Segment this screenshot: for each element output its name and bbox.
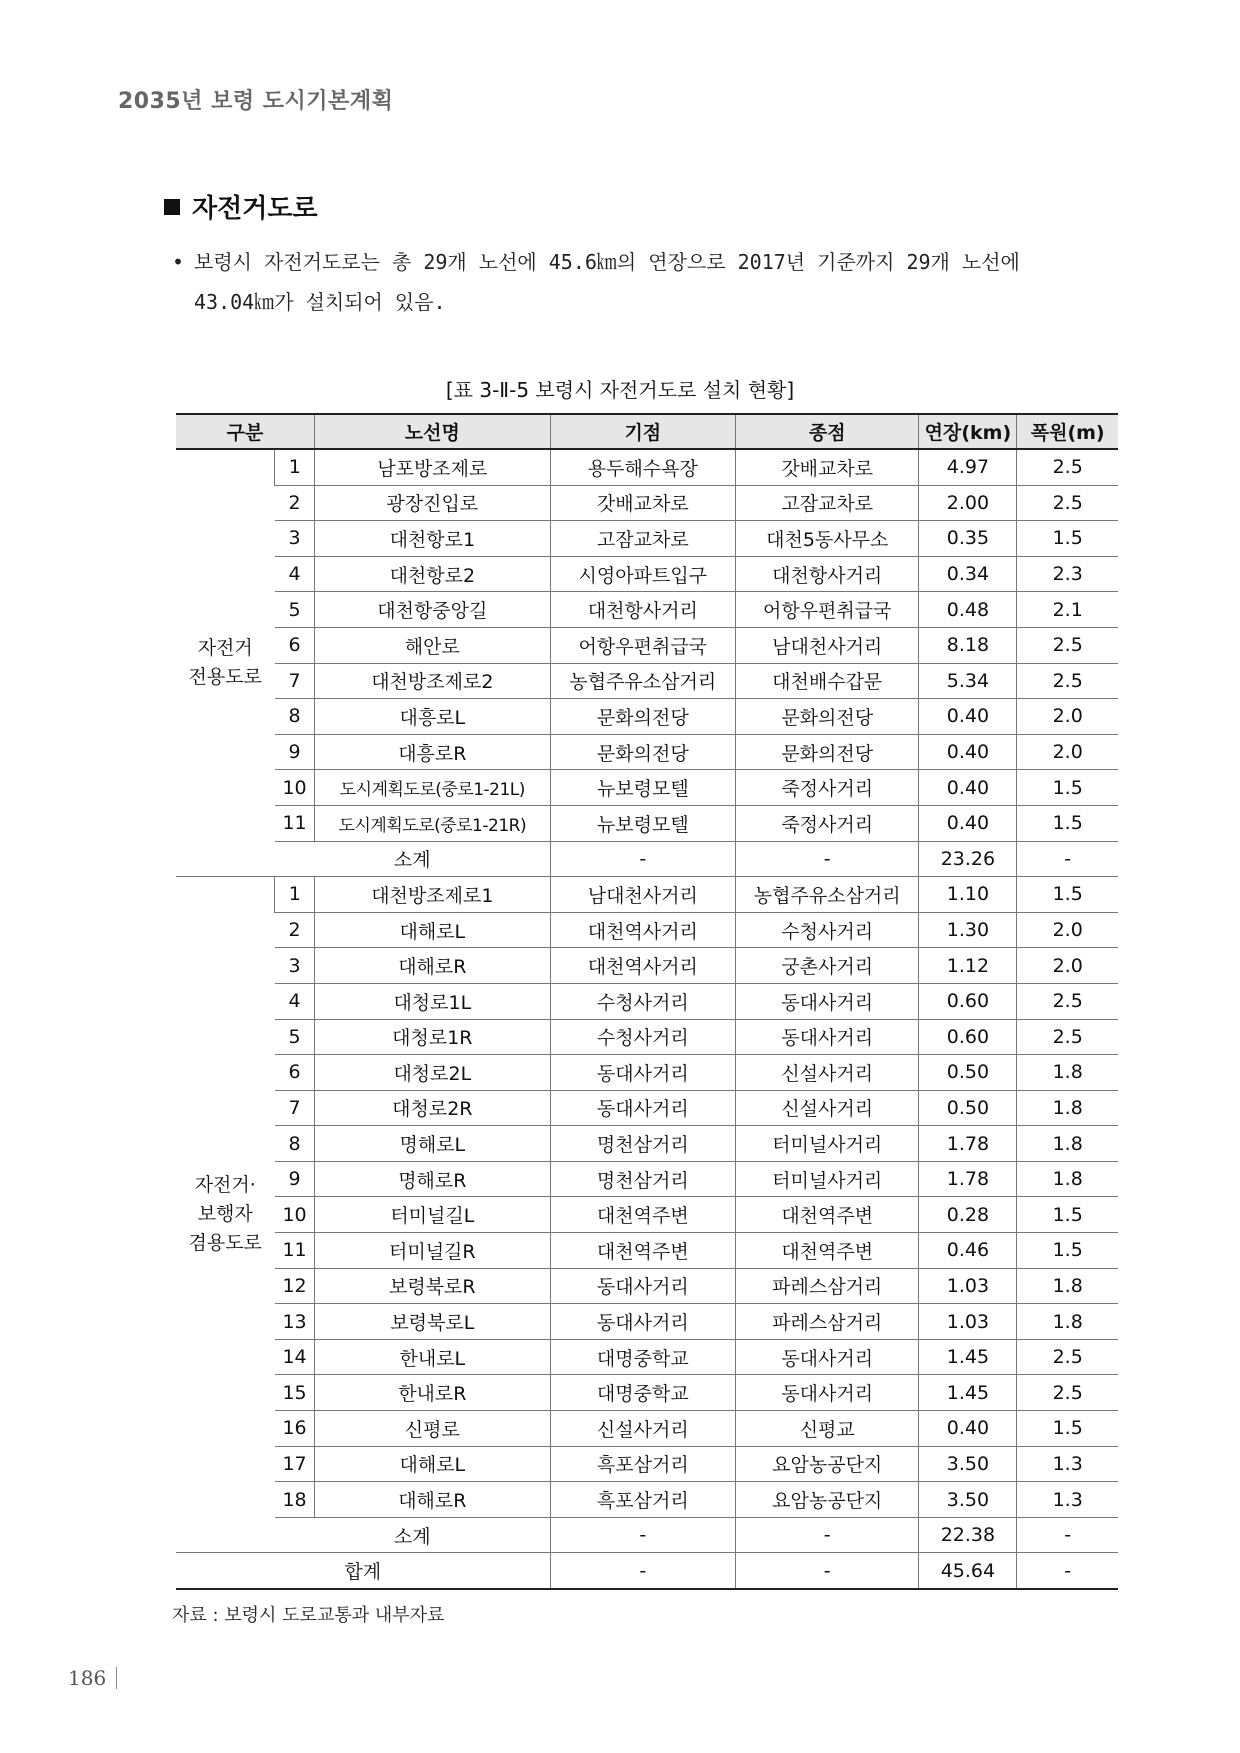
cell-route: 대천항중앙길 (315, 592, 550, 628)
cell-end: 갓배교차로 (736, 449, 919, 485)
cell-end: 신설사거리 (736, 1055, 919, 1091)
cell-end: 대천역주변 (736, 1233, 919, 1269)
cell-route: 신평로 (315, 1411, 550, 1447)
group-label (176, 877, 275, 1553)
cell-route: 도시계획도로(중로1-21R) (315, 805, 550, 841)
cell-end: 문화의전당 (736, 734, 919, 770)
cell-end: 신평교 (736, 1411, 919, 1447)
cell-end: 고잠교차로 (736, 485, 919, 521)
cell-width: 1.8 (1017, 1126, 1118, 1162)
cell-length: 2.00 (919, 485, 1017, 521)
header-length: 연장(km) (919, 414, 1017, 449)
cell-length: 0.46 (919, 1233, 1017, 1269)
table-row (176, 556, 1118, 592)
group-label (176, 449, 275, 877)
cell-end: 죽정사거리 (736, 805, 919, 841)
total-row (176, 1553, 1118, 1589)
cell-length: 4.97 (919, 449, 1017, 485)
cell-route: 대천방조제로1 (315, 877, 550, 913)
cell-end: 요암농공단지 (736, 1446, 919, 1482)
table-row (176, 1375, 1118, 1411)
cell-start: 동대사거리 (550, 1090, 735, 1126)
cell-start: 갓배교차로 (550, 485, 735, 521)
bullet-line-1 (172, 242, 1132, 282)
cell-length: 0.40 (919, 805, 1017, 841)
subtotal-start: - (550, 1517, 735, 1553)
cell-length: 0.28 (919, 1197, 1017, 1233)
cell-start: 대천역사거리 (550, 912, 735, 948)
subtotal-label: 소계 (275, 1517, 550, 1553)
cell-end: 문화의전당 (736, 699, 919, 735)
cell-width: 1.5 (1017, 1233, 1118, 1269)
cell-start: 대천역주변 (550, 1233, 735, 1269)
cell-route: 도시계획도로(중로1-21L) (315, 770, 550, 806)
cell-end: 동대사거리 (736, 1019, 919, 1055)
cell-width: 2.5 (1017, 485, 1118, 521)
cell-start: 명천삼거리 (550, 1161, 735, 1197)
group-label-line: 자전거· (194, 1174, 256, 1197)
subtotal-end: - (736, 1517, 919, 1553)
cell-end: 대천배수갑문 (736, 663, 919, 699)
total-end: - (736, 1553, 919, 1589)
cell-no: 3 (275, 948, 315, 984)
cell-no: 8 (275, 699, 315, 735)
table-row (176, 1482, 1118, 1518)
cell-length: 0.40 (919, 734, 1017, 770)
cell-route: 대흥로L (315, 699, 550, 735)
cell-no: 9 (275, 734, 315, 770)
cell-end: 동대사거리 (736, 1339, 919, 1375)
table-row (176, 1161, 1118, 1197)
cell-start: 대천역주변 (550, 1197, 735, 1233)
table-row (176, 983, 1118, 1019)
table-row (176, 1446, 1118, 1482)
cell-width: 1.5 (1017, 877, 1118, 913)
bullet-line-2: 43.04㎞가 설치되어 있음. (194, 290, 446, 314)
cell-no: 6 (275, 627, 315, 663)
cell-length: 0.40 (919, 1411, 1017, 1447)
cell-no: 14 (275, 1339, 315, 1375)
cell-end: 남대천사거리 (736, 627, 919, 663)
section-heading (164, 188, 318, 225)
table-row (176, 663, 1118, 699)
cell-no: 12 (275, 1268, 315, 1304)
table-row (176, 449, 1118, 485)
cell-length: 1.10 (919, 877, 1017, 913)
table-row (176, 1411, 1118, 1447)
subtotal-start: - (550, 841, 735, 877)
table-row (176, 770, 1118, 806)
cell-end: 동대사거리 (736, 983, 919, 1019)
cell-end: 대천항사거리 (736, 556, 919, 592)
header-category: 구분 (176, 414, 315, 449)
group-label-line: 보행자 (197, 1203, 253, 1226)
cell-no: 9 (275, 1161, 315, 1197)
cell-width: 1.8 (1017, 1161, 1118, 1197)
cell-route: 터미널길R (315, 1233, 550, 1269)
cell-end: 대천역주변 (736, 1197, 919, 1233)
cell-end: 신설사거리 (736, 1090, 919, 1126)
cell-length: 0.40 (919, 770, 1017, 806)
cell-length: 1.45 (919, 1375, 1017, 1411)
header-width: 폭원(m) (1017, 414, 1118, 449)
cell-route: 한내로L (315, 1339, 550, 1375)
cell-route: 명해로L (315, 1126, 550, 1162)
cell-no: 16 (275, 1411, 315, 1447)
cell-start: 문화의전당 (550, 699, 735, 735)
cell-width: 2.5 (1017, 983, 1118, 1019)
table-row (176, 1126, 1118, 1162)
square-bullet-icon (164, 199, 180, 215)
group-label-line: 자전거 (197, 637, 253, 660)
cell-width: 1.8 (1017, 1090, 1118, 1126)
total-length: 45.64 (919, 1553, 1017, 1589)
cell-no: 2 (275, 485, 315, 521)
cell-width: 2.0 (1017, 699, 1118, 735)
table-row (176, 1090, 1118, 1126)
cell-no: 6 (275, 1055, 315, 1091)
subtotal-width: - (1017, 841, 1118, 877)
cell-length: 0.35 (919, 521, 1017, 557)
table-row (176, 1233, 1118, 1269)
table-row (176, 805, 1118, 841)
cell-length: 5.34 (919, 663, 1017, 699)
total-start: - (550, 1553, 735, 1589)
cell-route: 보령북로L (315, 1304, 550, 1340)
group-label-line: 겸용도로 (188, 1232, 262, 1255)
cell-start: 대천항사거리 (550, 592, 735, 628)
cell-start: 수청사거리 (550, 983, 735, 1019)
table-row (176, 521, 1118, 557)
cell-start: 어항우편취급국 (550, 627, 735, 663)
running-title: 2035년 보령 도시기본계획 (118, 89, 394, 114)
cell-width: 1.8 (1017, 1055, 1118, 1091)
cell-start: 대천역사거리 (550, 948, 735, 984)
cell-length: 3.50 (919, 1482, 1017, 1518)
table-row (176, 734, 1118, 770)
cell-width: 2.0 (1017, 948, 1118, 984)
page-number-text: 186 (68, 1666, 107, 1690)
cell-no: 7 (275, 663, 315, 699)
cell-end: 터미널사거리 (736, 1161, 919, 1197)
cell-length: 1.03 (919, 1268, 1017, 1304)
cell-length: 3.50 (919, 1446, 1017, 1482)
cell-route: 한내로R (315, 1375, 550, 1411)
cell-width: 2.5 (1017, 1375, 1118, 1411)
cell-length: 0.40 (919, 699, 1017, 735)
cell-width: 1.8 (1017, 1268, 1118, 1304)
cell-end: 농협주유소삼거리 (736, 877, 919, 913)
page-number-divider (116, 1667, 117, 1689)
cell-route: 대천항로2 (315, 556, 550, 592)
table-body (176, 449, 1118, 1589)
cell-start: 신설사거리 (550, 1411, 735, 1447)
cell-no: 8 (275, 1126, 315, 1162)
cell-route: 보령북로R (315, 1268, 550, 1304)
table-row (176, 1055, 1118, 1091)
subtotal-length: 23.26 (919, 841, 1017, 877)
table-row (176, 1197, 1118, 1233)
cell-length: 1.45 (919, 1339, 1017, 1375)
cell-start: 대명중학교 (550, 1339, 735, 1375)
cell-start: 수청사거리 (550, 1019, 735, 1055)
cell-no: 10 (275, 1197, 315, 1233)
table-row (176, 699, 1118, 735)
cell-start: 고잠교차로 (550, 521, 735, 557)
cell-start: 용두해수욕장 (550, 449, 735, 485)
cell-route: 대해로L (315, 1446, 550, 1482)
cell-width: 2.0 (1017, 734, 1118, 770)
bullet-line-1-text: 보령시 자전거도로는 총 29개 노선에 45.6㎞의 연장으로 2017년 기준까지 29개 노선에 (194, 250, 1020, 274)
source-note: 자료 : 보령시 도로교통과 내부자료 (172, 1605, 445, 1626)
cell-length: 0.50 (919, 1055, 1017, 1091)
table-row (176, 1268, 1118, 1304)
subtotal-row (176, 841, 1118, 877)
page-number (68, 1666, 117, 1690)
bullet-paragraph (172, 242, 1132, 322)
cell-route: 대천방조제로2 (315, 663, 550, 699)
cell-width: 1.5 (1017, 770, 1118, 806)
cell-route: 터미널길L (315, 1197, 550, 1233)
cell-no: 11 (275, 805, 315, 841)
cell-route: 대청로2L (315, 1055, 550, 1091)
cell-end: 어항우편취급국 (736, 592, 919, 628)
cell-length: 0.60 (919, 1019, 1017, 1055)
cell-route: 대흥로R (315, 734, 550, 770)
cell-length: 1.30 (919, 912, 1017, 948)
header-route: 노선명 (315, 414, 550, 449)
cell-end: 대천5동사무소 (736, 521, 919, 557)
cell-length: 1.78 (919, 1126, 1017, 1162)
cell-no: 4 (275, 983, 315, 1019)
cell-no: 7 (275, 1090, 315, 1126)
subtotal-end: - (736, 841, 919, 877)
cell-length: 0.60 (919, 983, 1017, 1019)
cell-route: 광장진입로 (315, 485, 550, 521)
cell-width: 1.5 (1017, 521, 1118, 557)
cell-start: 명천삼거리 (550, 1126, 735, 1162)
cell-width: 1.5 (1017, 1411, 1118, 1447)
section-heading-text: 자전거도로 (192, 194, 318, 224)
cell-end: 궁촌사거리 (736, 948, 919, 984)
table-row (176, 877, 1118, 913)
cell-route: 대해로R (315, 948, 550, 984)
table-row (176, 627, 1118, 663)
cell-length: 1.12 (919, 948, 1017, 984)
cell-start: 시영아파트입구 (550, 556, 735, 592)
cell-no: 4 (275, 556, 315, 592)
cell-width: 1.5 (1017, 1197, 1118, 1233)
cell-start: 농협주유소삼거리 (550, 663, 735, 699)
cell-route: 대청로1L (315, 983, 550, 1019)
cell-end: 파레스삼거리 (736, 1304, 919, 1340)
cell-width: 2.5 (1017, 1339, 1118, 1375)
cell-end: 파레스삼거리 (736, 1268, 919, 1304)
cell-route: 해안로 (315, 627, 550, 663)
cell-no: 2 (275, 912, 315, 948)
cell-start: 문화의전당 (550, 734, 735, 770)
total-width: - (1017, 1553, 1118, 1589)
cell-end: 터미널사거리 (736, 1126, 919, 1162)
table-row (176, 1339, 1118, 1375)
cell-width: 1.3 (1017, 1482, 1118, 1518)
cell-width: 2.1 (1017, 592, 1118, 628)
cell-no: 11 (275, 1233, 315, 1269)
cell-length: 1.03 (919, 1304, 1017, 1340)
cell-start: 남대천사거리 (550, 877, 735, 913)
cell-no: 18 (275, 1482, 315, 1518)
cell-route: 대천항로1 (315, 521, 550, 557)
cell-width: 2.5 (1017, 663, 1118, 699)
cell-width: 2.5 (1017, 1019, 1118, 1055)
bullet-dot: • (172, 250, 185, 274)
cell-length: 0.48 (919, 592, 1017, 628)
cell-length: 0.34 (919, 556, 1017, 592)
cell-start: 흑포삼거리 (550, 1482, 735, 1518)
table-row (176, 1304, 1118, 1340)
cell-width: 2.3 (1017, 556, 1118, 592)
cell-no: 3 (275, 521, 315, 557)
cell-end: 죽정사거리 (736, 770, 919, 806)
table-caption: [표 3-Ⅱ-5 보령시 자전거도로 설치 현황] (445, 378, 795, 402)
cell-no: 5 (275, 592, 315, 628)
cell-start: 동대사거리 (550, 1055, 735, 1091)
cell-width: 1.8 (1017, 1304, 1118, 1340)
cell-route: 대청로2R (315, 1090, 550, 1126)
total-label: 합계 (176, 1553, 550, 1589)
cell-start: 흑포삼거리 (550, 1446, 735, 1482)
cell-no: 1 (275, 449, 315, 485)
table-row (176, 1019, 1118, 1055)
cell-width: 2.0 (1017, 912, 1118, 948)
cell-route: 대해로L (315, 912, 550, 948)
cell-start: 뉴보령모텔 (550, 805, 735, 841)
table-header-row (176, 414, 1118, 449)
table-row (176, 485, 1118, 521)
group-label-line: 전용도로 (188, 666, 262, 689)
cell-end: 동대사거리 (736, 1375, 919, 1411)
subtotal-row (176, 1517, 1118, 1553)
cell-route: 대청로1R (315, 1019, 550, 1055)
subtotal-width: - (1017, 1517, 1118, 1553)
cell-start: 동대사거리 (550, 1304, 735, 1340)
cell-no: 15 (275, 1375, 315, 1411)
cell-route: 남포방조제로 (315, 449, 550, 485)
cell-length: 1.78 (919, 1161, 1017, 1197)
cell-width: 2.5 (1017, 627, 1118, 663)
cell-length: 0.50 (919, 1090, 1017, 1126)
cell-start: 동대사거리 (550, 1268, 735, 1304)
cell-end: 수청사거리 (736, 912, 919, 948)
header-end: 종점 (736, 414, 919, 449)
cell-route: 대해로R (315, 1482, 550, 1518)
header-start: 기점 (550, 414, 735, 449)
cell-route: 명해로R (315, 1161, 550, 1197)
cell-no: 17 (275, 1446, 315, 1482)
table-row (176, 592, 1118, 628)
subtotal-label: 소계 (275, 841, 550, 877)
cell-no: 13 (275, 1304, 315, 1340)
cell-start: 대명중학교 (550, 1375, 735, 1411)
cell-width: 1.5 (1017, 805, 1118, 841)
cell-end: 요암농공단지 (736, 1482, 919, 1518)
cell-no: 5 (275, 1019, 315, 1055)
cell-width: 2.5 (1017, 449, 1118, 485)
bike-road-table (176, 413, 1118, 1590)
cell-length: 8.18 (919, 627, 1017, 663)
cell-width: 1.3 (1017, 1446, 1118, 1482)
cell-no: 1 (275, 877, 315, 913)
cell-no: 10 (275, 770, 315, 806)
subtotal-length: 22.38 (919, 1517, 1017, 1553)
table-row (176, 912, 1118, 948)
table-row (176, 948, 1118, 984)
cell-start: 뉴보령모텔 (550, 770, 735, 806)
